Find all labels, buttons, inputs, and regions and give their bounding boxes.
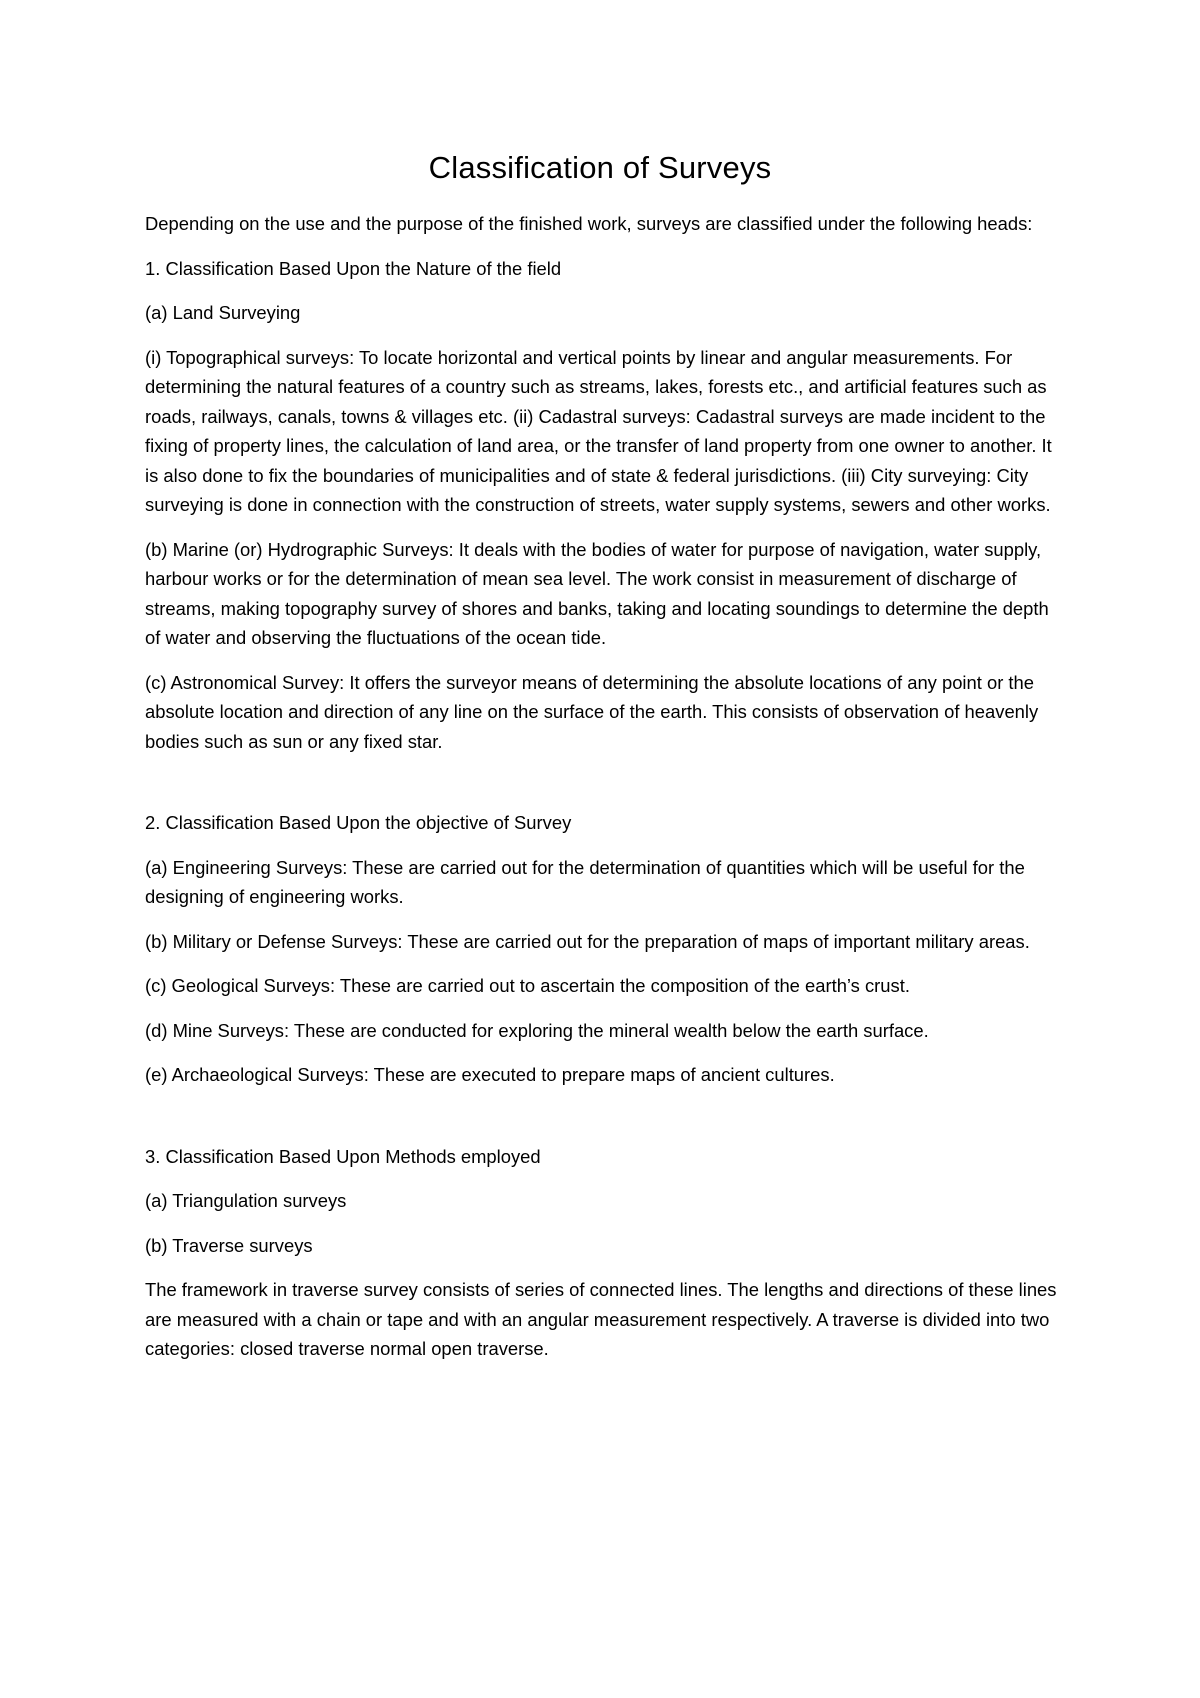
paragraph-engineering-surveys: (a) Engineering Surveys: These are carried out for the determination of quantities which will be useful for the designing of engineering works. [145,856,1025,907]
list-item-triangulation: (a) Triangulation surveys [145,1190,347,1211]
paragraph-marine-surveys: (b) Marine (or) Hydrographic Surveys: It deals with the bodies of water for purpose of navigation, water supply, harbour works or for the determination of mean sea level. The work consist in measurement of discharge of streams, making topography survey of shores and banks, taking and locating soundings to determine the depth of water and observing the fluctuations of the ocean tide. [145,538,1049,648]
paragraph-land-surveying-types: (i) Topographical surveys: To locate horizontal and vertical points by linear and angular measurements. For determining the natural features of a country such as streams, lakes, forests etc., and artificial features such as roads, railways, canals, towns & villages etc. (ii) Cadastral surveys: Cadastral surveys are made incident to the fixing of property lines, the calculation of land area, or the transfer of land property from one owner to another. It is also done to fix the boundaries of municipalities and of state & federal jurisdictions. (iii) City surveying: City surveying is done in connection with the construction of streets, water supply systems, sewers and other works. [145,346,1052,515]
subheading-land-surveying: (a) Land Surveying [145,302,301,323]
section-heading-methods: 3. Classification Based Upon Methods employed [145,1145,541,1167]
section-heading-objective: 2. Classification Based Upon the objective of Survey [145,812,572,833]
paragraph-astronomical-survey: (c) Astronomical Survey: It offers the surveyor means of determining the absolute locations of any point or the absolute location and direction of any line on the surface of the earth. This consists of observation of heavenly bodies such as sun or any fixed star. [145,671,1039,752]
section-heading-nature-of-field: 1. Classification Based Upon the Nature of the field [145,257,562,279]
document-body [145,209,1065,1379]
paragraph-traverse-framework: The framework in traverse survey consists of series of connected lines. The lengths and directions of these lines are measured with a chain or tape and with an angular measurement respectively. A traverse is divided into two categories: closed traverse normal open traverse. [145,1279,1057,1359]
paragraph-mine-surveys: (d) Mine Surveys: These are conducted for exploring the mineral wealth below the earth surface. [145,1019,929,1041]
paragraph-archaeological-surveys: (e) Archaeological Surveys: These are executed to prepare maps of ancient cultures. [145,1064,835,1085]
paragraph-military-surveys: (b) Military or Defense Surveys: These are carried out for the preparation of maps of important military areas. [145,930,1030,952]
list-item-traverse: (b) Traverse surveys [145,1234,313,1256]
document-title: Classification of Surveys [428,150,772,185]
paragraph-geological-surveys: (c) Geological Surveys: These are carried out to ascertain the composition of the earth’s crust. [145,975,910,996]
intro-paragraph: Depending on the use and the purpose of the finished work, surveys are classified under the following heads: [145,213,1033,234]
